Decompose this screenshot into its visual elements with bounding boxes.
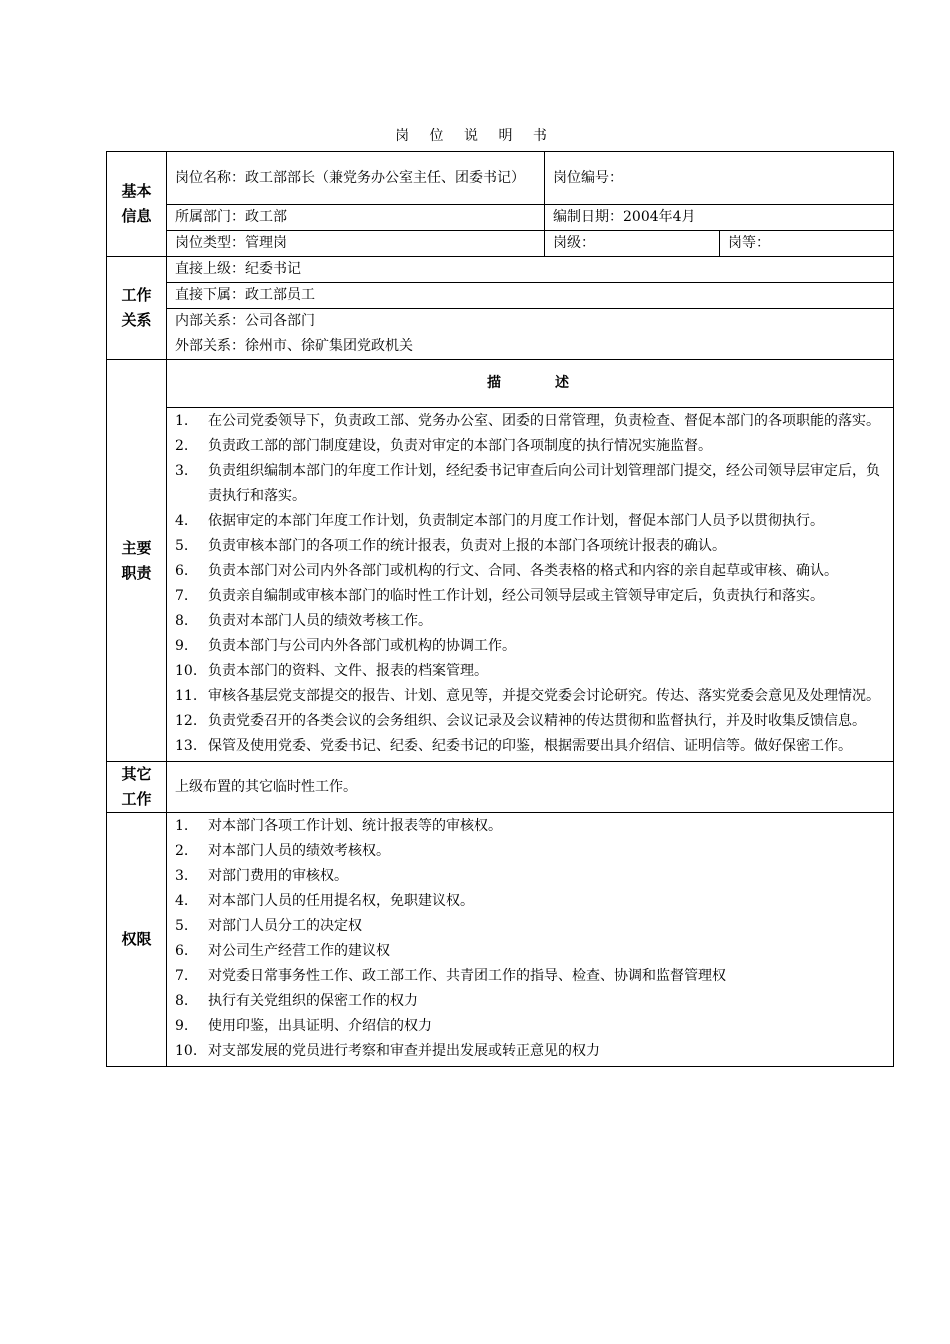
duties-item	[175, 684, 885, 709]
authority-item	[175, 889, 885, 914]
duties-item-number: 5.	[175, 538, 189, 554]
external-relations: 外部关系：徐州市、徐矿集团党政机关	[167, 334, 894, 360]
duties-item-number: 8.	[175, 613, 189, 629]
authority-item	[175, 1014, 885, 1039]
duties-item-text: 负责组织编制本部门的年度工作计划，经纪委书记审查后向公司计划管理部门提交，经公司领导层审定后，负责执行和落实。	[208, 463, 880, 504]
duties-list-cell	[167, 408, 894, 762]
compile-date: 编制日期：2004年4月	[545, 205, 894, 231]
duties-item	[175, 734, 885, 759]
authority-item-text: 使用印鉴，出具证明、介绍信的权力	[208, 1018, 432, 1034]
internal-relations: 内部关系：公司各部门	[167, 309, 894, 335]
duties-item-text: 审核各基层党支部提交的报告、计划、意见等，并提交党委会讨论研究。传达、落实党委会意见及处理情况。	[208, 688, 880, 704]
authority-item-number: 4.	[175, 893, 189, 909]
position-code: 岗位编号：	[545, 152, 894, 205]
authority-item	[175, 964, 885, 989]
duties-item-text: 负责本部门的资料、文件、报表的档案管理。	[208, 663, 488, 679]
position-name: 岗位名称：政工部部长（兼党务办公室主任、团委书记）	[167, 152, 545, 205]
direct-subordinate: 直接下属：政工部员工	[167, 283, 894, 309]
authority-item-text: 对部门费用的审核权。	[208, 868, 348, 884]
duties-item-text: 依据审定的本部门年度工作计划，负责制定本部门的月度工作计划，督促本部门人员予以贯彻执行。	[208, 513, 824, 529]
duties-item-number: 1.	[175, 413, 189, 429]
authority-item-text: 对部门人员分工的决定权	[208, 918, 362, 934]
duties-item-text: 负责本部门对公司内外各部门或机构的行文、合同、各类表格的格式和内容的亲自起草或审核、确认。	[208, 563, 838, 579]
duties-item	[175, 459, 885, 509]
authority-item	[175, 939, 885, 964]
position-type: 岗位类型：管理岗	[167, 231, 545, 257]
authority-item-number: 6.	[175, 943, 189, 959]
authority-item-number: 7.	[175, 968, 189, 984]
section-basic-info: 基本 信息	[107, 152, 167, 257]
duties-item	[175, 509, 885, 534]
duties-item-number: 12.	[175, 713, 198, 729]
job-description-table	[106, 151, 894, 1067]
duties-item-number: 4.	[175, 513, 189, 529]
duties-item-text: 保管及使用党委、党委书记、纪委、纪委书记的印鉴，根据需要出具介绍信、证明信等。做好保密工作。	[208, 738, 852, 754]
description-header	[167, 360, 894, 408]
authority-item	[175, 814, 885, 839]
authority-item	[175, 914, 885, 939]
duties-item	[175, 634, 885, 659]
duties-item-text: 负责亲自编制或审核本部门的临时性工作计划，经公司领导层或主管领导审定后，负责执行和落实。	[208, 588, 824, 604]
duties-item-text: 负责本部门与公司内外各部门或机构的协调工作。	[208, 638, 516, 654]
authority-item	[175, 989, 885, 1014]
authority-item-text: 执行有关党组织的保密工作的权力	[208, 993, 418, 1009]
authority-item-text: 对本部门人员的任用提名权，免职建议权。	[208, 893, 474, 909]
duties-item	[175, 609, 885, 634]
duties-item	[175, 584, 885, 609]
description-header-b: 述	[555, 375, 573, 391]
duties-item	[175, 709, 885, 734]
duties-item-number: 3.	[175, 463, 189, 479]
duties-item	[175, 409, 885, 434]
document-title: 岗 位 说 明 书	[395, 128, 555, 144]
duties-item	[175, 659, 885, 684]
duties-item-number: 6.	[175, 563, 189, 579]
section-other: 其它 工作	[107, 762, 167, 813]
grade: 岗级：	[545, 231, 720, 257]
authority-item-number: 3.	[175, 868, 189, 884]
duties-item-text: 负责党委召开的各类会议的会务组织、会议记录及会议精神的传达贯彻和监督执行，并及时收集反馈信息。	[208, 713, 866, 729]
authority-item-number: 5.	[175, 918, 189, 934]
rank: 岗等：	[720, 231, 894, 257]
authority-item	[175, 864, 885, 889]
authority-item-text: 对支部发展的党员进行考察和审查并提出发展或转正意见的权力	[208, 1043, 600, 1059]
authority-item-text: 对党委日常事务性工作、政工部工作、共青团工作的指导、检查、协调和监督管理权	[208, 968, 726, 984]
duties-list	[175, 409, 885, 759]
authority-item	[175, 839, 885, 864]
duties-item-text: 在公司党委领导下，负责政工部、党务办公室、团委的日常管理，负责检查、督促本部门的各项职能的落实。	[208, 413, 880, 429]
authority-item	[175, 1039, 885, 1064]
authority-list	[175, 814, 885, 1064]
duties-item	[175, 534, 885, 559]
authority-item-number: 10.	[175, 1043, 198, 1059]
duties-item-number: 7.	[175, 588, 189, 604]
authority-item-number: 2.	[175, 843, 189, 859]
other-work: 上级布置的其它临时性工作。	[167, 762, 894, 813]
department: 所属部门：政工部	[167, 205, 545, 231]
authority-item-number: 8.	[175, 993, 189, 1009]
duties-item	[175, 434, 885, 459]
authority-list-cell	[167, 813, 894, 1067]
authority-item-text: 对本部门各项工作计划、统计报表等的审核权。	[208, 818, 502, 834]
duties-item-number: 10.	[175, 663, 198, 679]
duties-item-number: 9.	[175, 638, 189, 654]
section-authority: 权限	[107, 813, 167, 1067]
duties-item-number: 2.	[175, 438, 189, 454]
description-header-a: 描	[487, 375, 505, 391]
duties-item-text: 负责对本部门人员的绩效考核工作。	[208, 613, 432, 629]
authority-item-number: 1.	[175, 818, 189, 834]
duties-item	[175, 559, 885, 584]
authority-item-text: 对本部门人员的绩效考核权。	[208, 843, 390, 859]
authority-item-text: 对公司生产经营工作的建议权	[208, 943, 390, 959]
direct-superior: 直接上级：纪委书记	[167, 257, 894, 283]
authority-item-number: 9.	[175, 1018, 189, 1034]
section-relations: 工作 关系	[107, 257, 167, 360]
duties-item-number: 11.	[175, 688, 198, 704]
duties-item-text: 负责政工部的部门制度建设，负责对审定的本部门各项制度的执行情况实施监督。	[208, 438, 712, 454]
duties-item-text: 负责审核本部门的各项工作的统计报表，负责对上报的本部门各项统计报表的确认。	[208, 538, 726, 554]
duties-item-number: 13.	[175, 738, 198, 754]
section-duties: 主要 职责	[107, 360, 167, 762]
